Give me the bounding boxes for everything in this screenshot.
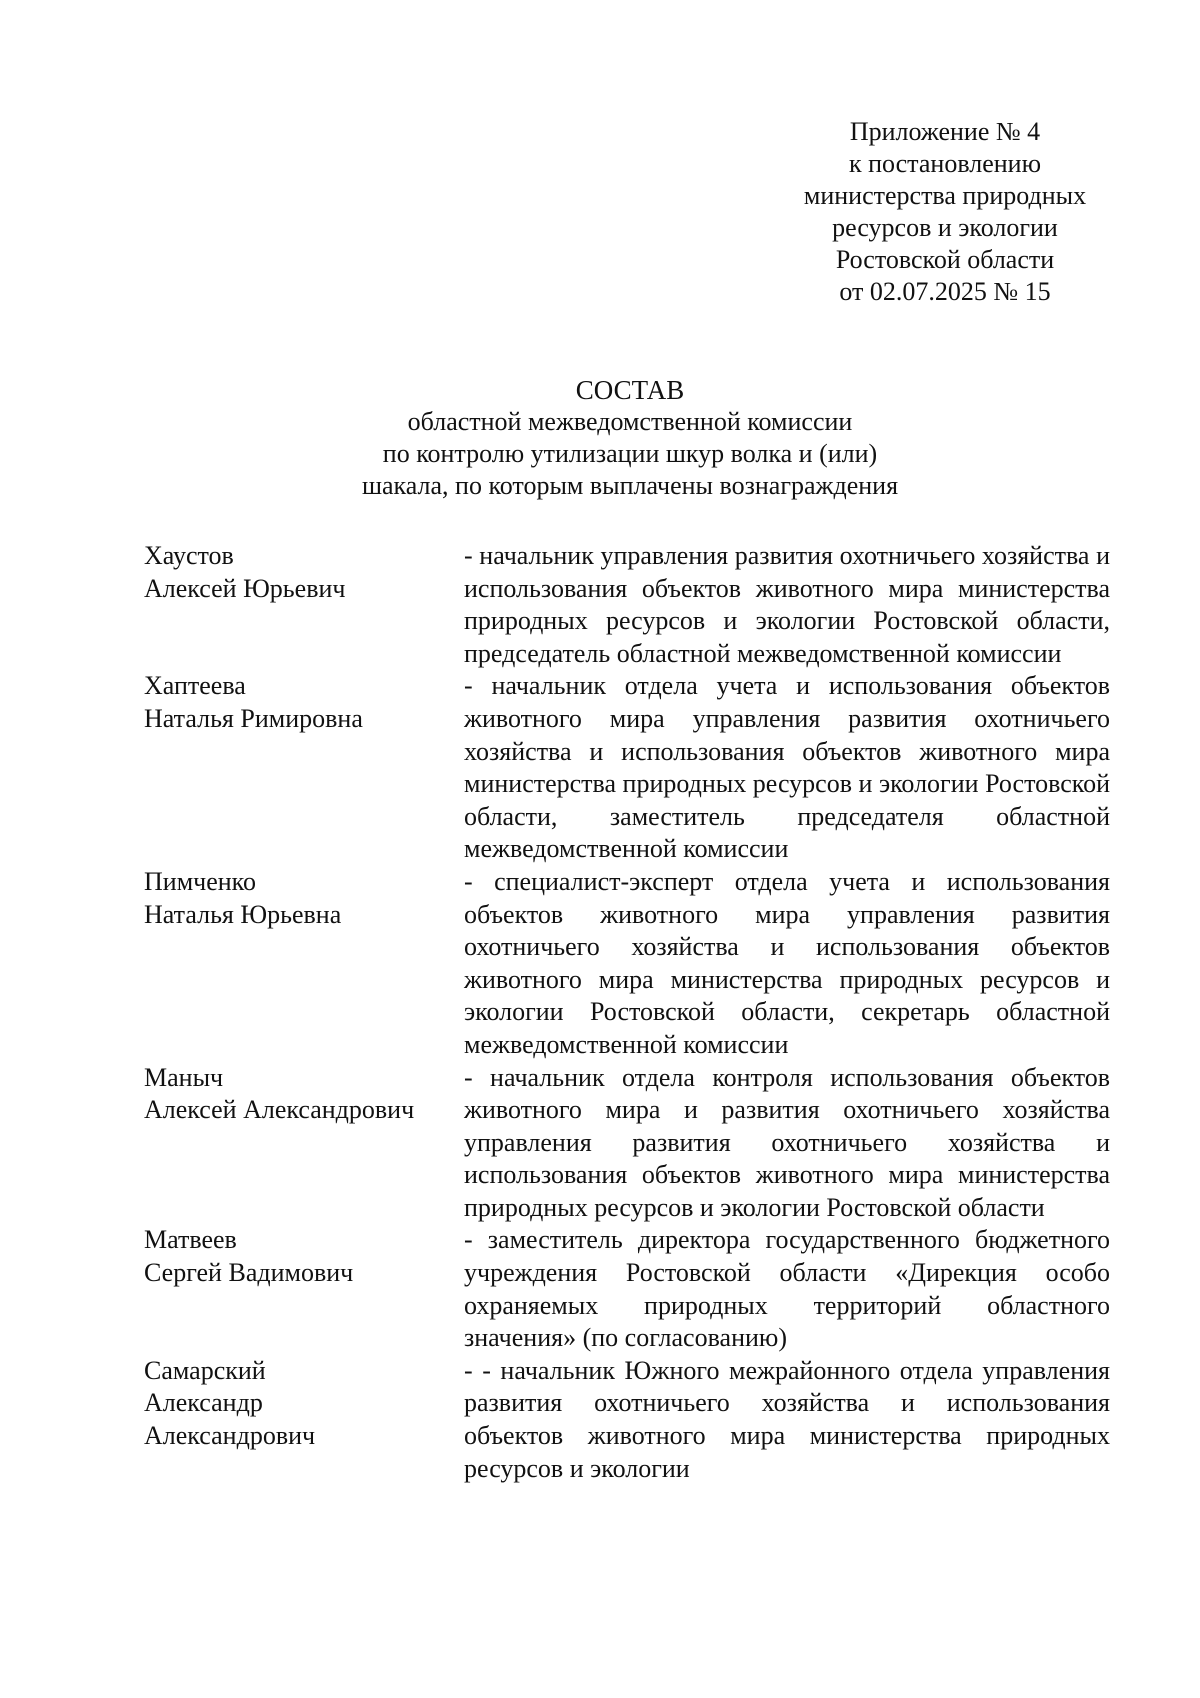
member-position: - начальник управления развития охотничьего хозяйства и использования объектов животного мира министерства природных ресурсов и экологии Ростовской области, председатель областной межведомственной комиссии bbox=[464, 541, 1110, 668]
appendix-line: от 02.07.2025 № 15 bbox=[839, 277, 1051, 306]
appendix-line: министерства природных bbox=[803, 181, 1087, 210]
heading-line: областной межведомственной комиссии bbox=[407, 407, 853, 436]
document-heading bbox=[150, 374, 1110, 502]
member-name bbox=[144, 1224, 464, 1354]
commission-members-list bbox=[144, 540, 1110, 1485]
member-position: - специалист-эксперт отдела учета и использования объектов животного мира управления развития охотничьего хозяйства и использования объектов животного мира министерства природных ресурсов и экологии Ростовской области, секретарь областной межведомственной комиссии bbox=[464, 866, 1110, 1059]
appendix-line: к постановлению bbox=[848, 149, 1042, 178]
appendix-block bbox=[780, 116, 1110, 308]
appendix-line: ресурсов и экологии bbox=[832, 213, 1058, 242]
member-row bbox=[144, 1224, 1110, 1354]
member-given-names: Наталья Юрьевна bbox=[144, 899, 342, 929]
member-name bbox=[144, 1355, 464, 1485]
member-name bbox=[144, 866, 464, 1062]
member-row bbox=[144, 670, 1110, 866]
member-row bbox=[144, 1355, 1110, 1485]
member-given-name: Александр bbox=[144, 1388, 263, 1418]
heading-title: СОСТАВ bbox=[575, 375, 685, 405]
member-position: - - начальник Южного межрайонного отдела управления развития охотничьего хозяйства и использования объектов животного мира министерства природных ресурсов и экологии bbox=[464, 1355, 1110, 1483]
member-name bbox=[144, 1062, 464, 1225]
member-given-names: Алексей Александрович bbox=[144, 1095, 415, 1125]
member-row bbox=[144, 866, 1110, 1062]
member-surname: Пимченко bbox=[144, 866, 256, 896]
member-surname: Матвеев bbox=[144, 1225, 237, 1255]
member-given-names: Алексей Юрьевич bbox=[144, 573, 346, 603]
member-position: - начальник отдела учета и использования объектов животного мира управления развития охотничьего хозяйства и использования объектов животного мира министерства природных ресурсов и экологии Ростовской области, заместитель председателя областной межведомственной комиссии bbox=[464, 671, 1110, 864]
member-surname: Хаптеева bbox=[144, 671, 246, 701]
member-patronymic: Александрович bbox=[144, 1421, 316, 1451]
member-name bbox=[144, 670, 464, 866]
appendix-line: Ростовской области bbox=[835, 245, 1055, 274]
heading-line: шакала, по которым выплачены вознаграждения bbox=[361, 471, 899, 500]
member-surname: Самарский bbox=[144, 1355, 266, 1385]
member-position: - начальник отдела контроля использования объектов животного мира и развития охотничьего хозяйства управления развития охотничьего хозяйства и использования объектов животного мира министерства природных ресурсов и экологии Ростовской области bbox=[464, 1062, 1110, 1222]
member-name bbox=[144, 540, 464, 670]
appendix-line: Приложение № 4 bbox=[849, 117, 1041, 146]
member-row bbox=[144, 1062, 1110, 1225]
member-position: - заместитель директора государственного бюджетного учреждения Ростовской области «Дирекция особо охраняемых природных территорий областного значения» (по согласованию) bbox=[464, 1225, 1110, 1353]
member-given-names: Наталья Римировна bbox=[144, 703, 363, 733]
member-given-names: Сергей Вадимович bbox=[144, 1258, 354, 1288]
heading-line: по контролю утилизации шкур волка и (или) bbox=[382, 439, 878, 468]
member-row bbox=[144, 540, 1110, 670]
member-surname: Хаустов bbox=[144, 541, 234, 570]
member-surname: Маныч bbox=[144, 1062, 224, 1092]
